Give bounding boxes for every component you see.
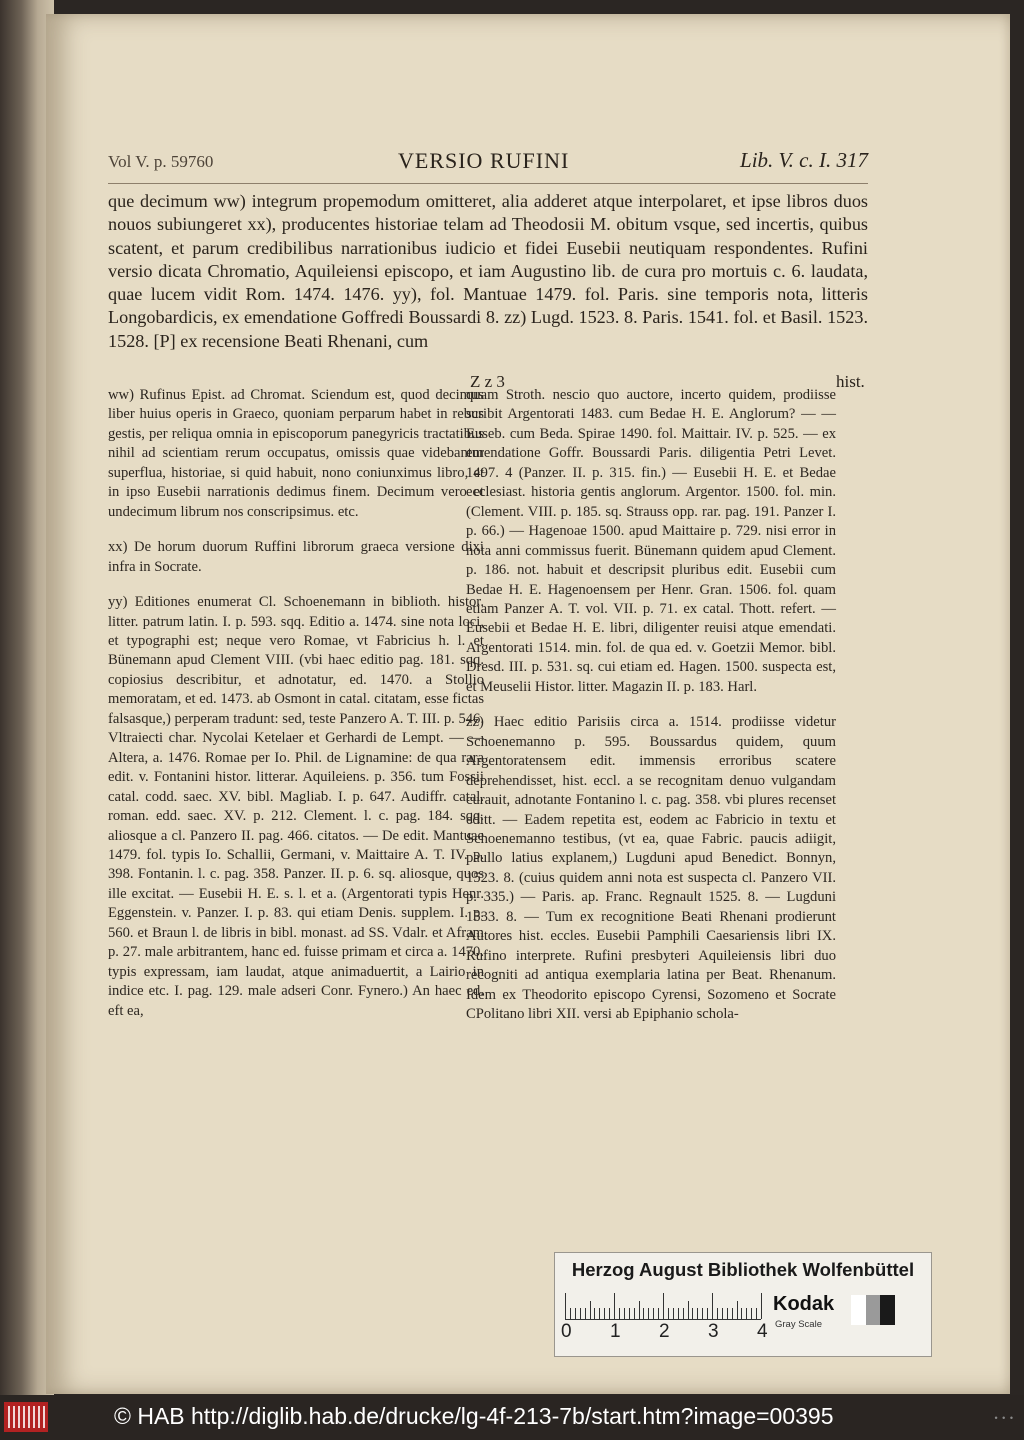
ruler-tick	[692, 1308, 693, 1319]
ruler-tick	[619, 1308, 620, 1319]
footer-dots: • • •	[994, 1413, 1014, 1423]
gray-patch	[851, 1295, 866, 1325]
ruler-tick	[688, 1301, 689, 1319]
gray-patches	[851, 1295, 895, 1325]
ruler-tick	[673, 1308, 674, 1319]
footnote-yy-continued: quam Stroth. nescio quo auctore, incerto quidem, prodiisse scribit Argentorati 1483. cum Bedae H. E. Anglorum? — — Euseb. cum Beda. Spirae 1490. fol. Maittair. IV. p. 525. — ex emendatione Goffr. Boussardi Paris. diligentia Petri Levet. 1497. 4 (Panzer. II. p. 315. fin.) — Eusebii H. E. et Bedae ecclesiast. historia gentis anglorum. Argentor. 1500. fol. min. (Clement. VIII. p. 185. sq. Strauss opp. rar. pag. 191. Panzer I. p. 66.) — Hagenoae 1500. apud Maittaire p. 729. nisi error in nota anni commissus fuerit. Bünemann quidem apud Clement. p. 186. not. habuit et descripsit pluribus edit. Eusebii cum Bedae H. E. Hagenoensem per Henr. Gran. 1506. fol. quam etiam Panzer A. T. vol. VII. p. 71. ex catal. Thott. refert. — Eusebii et Bedae H. E. libri, diligenter reuisi atque emendati. Argentorati 1514. min. fol. de qua ed. v. Goetzii Memor. bibl. Dresd. III. p. 531. sq. cui etiam ed. Hagen. 1500. suspecta est, et Meuselii Histor. litter. Magazin II. p. 183. Harl.	[466, 387, 836, 695]
ruler-tick	[683, 1308, 684, 1319]
logo-stripe	[43, 1406, 45, 1428]
ruler-tick	[594, 1308, 595, 1319]
logo-stripe	[18, 1406, 20, 1428]
ruler-tick	[727, 1308, 728, 1319]
ruler-tick	[707, 1308, 708, 1319]
signature-mark: Z z 3	[470, 372, 505, 391]
book-page	[46, 14, 1010, 1394]
ruler-tick	[575, 1308, 576, 1319]
ruler-tick	[663, 1293, 664, 1319]
logo-stripe	[33, 1406, 35, 1428]
ruler-tick	[565, 1293, 566, 1319]
logo-stripe	[28, 1406, 30, 1428]
ruler-tick	[702, 1308, 703, 1319]
ruler-tick	[668, 1308, 669, 1319]
hab-logo-icon[interactable]	[4, 1402, 48, 1432]
logo-stripe	[23, 1406, 25, 1428]
ruler-tick	[590, 1301, 591, 1319]
gray-scale-caption: Gray Scale	[775, 1319, 822, 1330]
ruler-tick	[741, 1308, 742, 1319]
running-head-left: Vol V. p. 59760	[108, 152, 214, 171]
library-name: Herzog August Bibliothek Wolfenbüttel	[571, 1259, 915, 1280]
ruler-tick	[634, 1308, 635, 1319]
ruler-tick	[599, 1308, 600, 1319]
head-rule	[108, 183, 868, 184]
ruler-tick	[580, 1308, 581, 1319]
copyright-url[interactable]: © HAB http://diglib.hab.de/drucke/lg-4f-213-7b/start.htm?image=00395	[114, 1403, 834, 1429]
ruler-tick	[639, 1301, 640, 1319]
scale-numbers	[559, 1321, 779, 1347]
scale-number: 3	[708, 1321, 719, 1342]
scale-ruler	[565, 1291, 761, 1320]
ruler-tick	[717, 1308, 718, 1319]
library-color-scale-label	[554, 1252, 932, 1357]
logo-stripe	[13, 1406, 15, 1428]
ruler-tick	[712, 1293, 713, 1319]
main-text-block	[108, 190, 868, 353]
ruler-tick	[751, 1308, 752, 1319]
ruler-tick	[653, 1308, 654, 1319]
ruler-tick	[570, 1308, 571, 1319]
logo-stripe	[38, 1406, 40, 1428]
running-head-title: VERSIO RUFINI	[398, 148, 570, 173]
footnotes-right-column	[466, 386, 836, 1041]
ruler-tick	[756, 1308, 757, 1319]
footnote-yy: yy) Editiones enumerat Cl. Schoenemann in biblioth. histor. litter. patrum latin. I. p. 593. sqq. Editio a. 1474. sine nota loci, et typographi est; neque vero Romae, vt Fabricius h. l. et Bünemann apud Clement VIII. (vbi haec editio pag. 181. sqq. copiosius describitur, et adnotatur, ed. 1470. a Stollio memoratam, et ed. 1473. ab Osmont in catal. citatam, esse fictas falsasque,) perperam tradunt: sed, teste Panzero A. T. III. p. 546. Vltraiecti char. Nycolai Ketelaer et Gerhardi de Lempt. — — Altera, a. 1476. Romae per Io. Phil. de Lignamine: de qua rara edit. v. Fontanini histor. litterar. Aquileiens. p. 356. tum Fossii catal. codd. saec. XV. bibl. Magliab. I. p. 647. Audiffr. catal. roman. edd. saec. XV. p. 212. Clement. l. c. pag. 184. sqq. aliosque a cl. Panzero II. pag. 466. citatos. — De edit. Mantuae 1479. fol. typis Io. Schallii, Germani, v. Maittaire A. T. IV. p. 398. Fontanin. l. c. pag. 358. Panzer. II. p. 6. sq. aliosque, quos ille excitat. — Eusebii H. E. s. l. et a. (Argentorati typis Henr. Eggenstein. v. Panzer. I. p. 83. qui etiam Denis. supplem. I. p. 560. et Braun l. de libris in bibl. monast. ad SS. Vdalr. et Afram p. 27. male arbitrantem, hanc ed. fuisse primam et circa a. 1470. typis expressam, iam laudat, atque animaduertit, a Lairio in indice etc. I. pag. 129. male adseri Conr. Fynero.) An haec ed. eft ea,	[108, 594, 484, 1019]
scale-number: 0	[561, 1321, 572, 1342]
kodak-brand: Kodak	[773, 1293, 835, 1315]
catchword: hist.	[836, 372, 865, 391]
scale-number: 4	[757, 1321, 768, 1342]
ruler-tick	[737, 1301, 738, 1319]
running-head-page-number: Lib. V. c. I. 317	[740, 148, 868, 172]
ruler-tick	[722, 1308, 723, 1319]
main-paragraph: que decimum ww) integrum propemodum omitteret, alia adderet atque interpolaret, et ipse libros duos nouos subiungeret xx), producentes historiae telam ad Theodosii M. obitum vsque, sed incertis, quibus scatent, et parum credibilibus narrationibus iudicio et fidei Eusebii neutiquam respondentes. Rufini versio dicata Chromatio, Aquileiensi episcopo, et iam Augustino lib. de cura pro mortuis c. 6. laudata, quae lucem vidit Rom. 1474. 1476. yy), fol. Mantuae 1479. fol. Paris. sine temporis nota, litteris Longobardicis, ex emendatione Goffredi Boussardi 8. zz) Lugd. 1523. 8. Paris. 1541. fol. et Basil. 1523. 1528. [P] ex recensione Beati Rhenani, cum	[108, 191, 868, 351]
ruler-tick	[697, 1308, 698, 1319]
footnote-xx: xx) De horum duorum Ruffini librorum graeca versione dixi infra in Socrate.	[108, 539, 484, 575]
gray-patch	[880, 1295, 895, 1325]
ruler-tick	[614, 1293, 615, 1319]
ruler-tick	[658, 1308, 659, 1319]
ruler-tick	[761, 1293, 762, 1319]
ruler-tick	[629, 1308, 630, 1319]
ruler-tick	[609, 1308, 610, 1319]
ruler-tick	[678, 1308, 679, 1319]
ruler-tick	[624, 1308, 625, 1319]
footnote-ww: ww) Rufinus Epist. ad Chromat. Sciendum est, quod decimus liber huius operis in Graeco, quoniam perparum habet in rebus gestis, per reliqua omnia in episcoporum panegyricis tractatibus nihil ad scientiam rerum occupatus, omissis quae videbantur superflua, historiae, si quid habuit, nono coniunximus libro, et in ipso Eusebii narrationis dedimus finem. Decimum vero et undecimum librum nos conscripsimus. etc.	[108, 387, 484, 520]
gray-patch	[866, 1295, 881, 1325]
footnotes-left-column	[108, 386, 484, 1037]
ruler-tick	[648, 1308, 649, 1319]
ruler-tick	[604, 1308, 605, 1319]
viewer-footer	[0, 1395, 1024, 1440]
footnote-zz: zz) Haec editio Parisiis circa a. 1514. prodiisse videtur Schoenemanno p. 595. Boussardus quidem, quum Argentoratensem edit. immensis erroribus scatere deprehendisset, hist. eccl. a se recognitam denuo vulgandam curauit, adnotante Fontanino l. c. pag. 358. vbi plures recenset editt. — Eadem repetita est, eodem ac Fabricio in textu et Schoenemanno testibus, (vt ea, quae Fabric. paucis adiigit, paullo latius explanem,) Lugduni apud Benedict. Bonnyn, 1523. 8. (cuius quidem anni nota est suspecta cl. Panzero VII. p. 335.) — Paris. ap. Franc. Regnault 1525. 8. — Lugduni 1533. 8. — Tum ex recognitione Beati Rhenani prodierunt Autores hist. eccles. Eusebii Pamphili Caesariensis libri IX. Rufino interprete. Rufini presbyteri Aquileiensis libri duo recogniti ad antiqua exemplaria latina per Beat. Rhenanum. Idem ex Theodorito episcopo Cyrensi, Sozomeno et Socrate CPolitano libri XII. versi ab Epiphanio schola-	[466, 714, 836, 1023]
ruler-tick	[585, 1308, 586, 1319]
ruler-tick	[746, 1308, 747, 1319]
logo-stripe	[8, 1406, 10, 1428]
scale-number: 2	[659, 1321, 670, 1342]
scale-number: 1	[610, 1321, 621, 1342]
ruler-tick	[643, 1308, 644, 1319]
running-head	[108, 146, 868, 180]
ruler-tick	[732, 1308, 733, 1319]
